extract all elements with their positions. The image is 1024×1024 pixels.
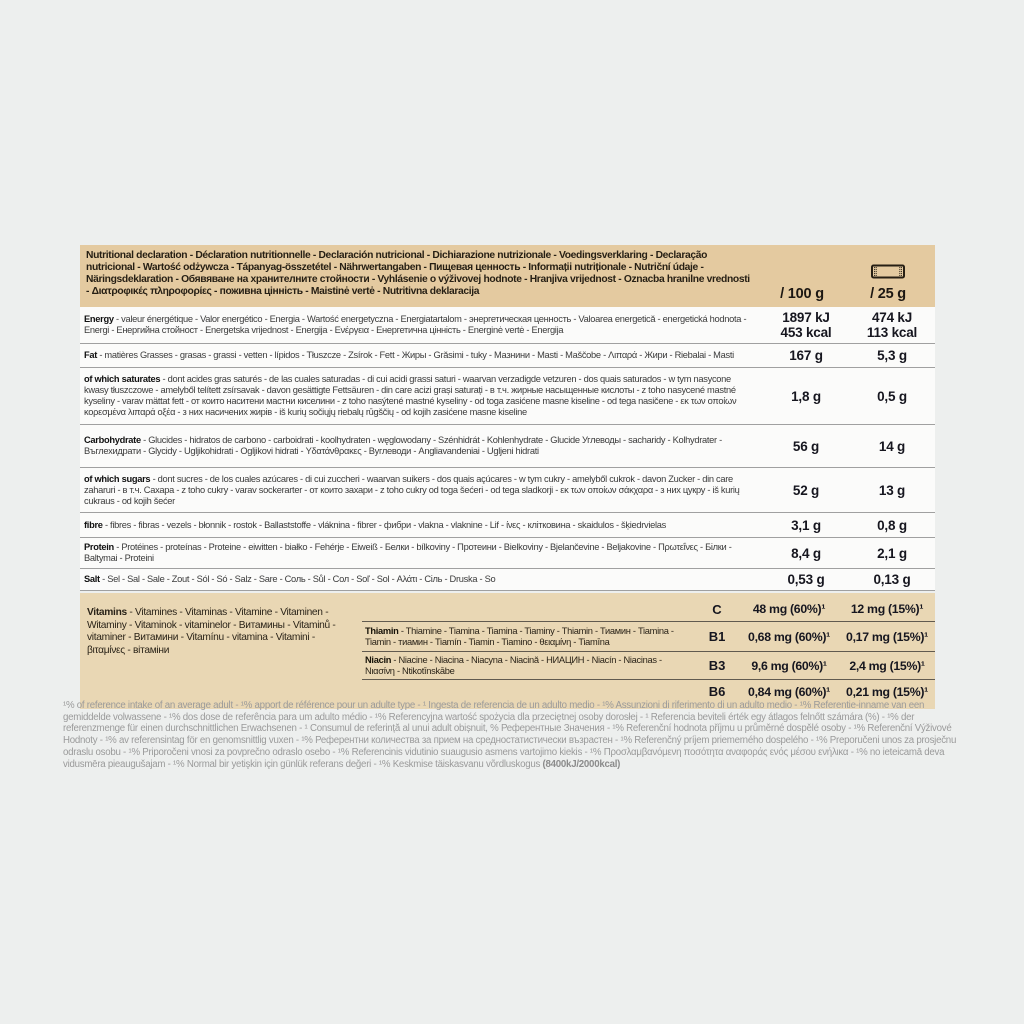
energy-per-100g: 1897 kJ 453 kcal bbox=[780, 310, 832, 340]
vitamins-section bbox=[80, 593, 935, 709]
vitamin-b3-per-100g: 9,6 mg (60%)¹ bbox=[751, 658, 827, 673]
vitamins-label: Vitamins - Vitamines - Vitaminas - Vitamine - Vitaminen - Witaminy - Vitaminok - vitaminelor - Витамины - Vitaminů - vitaminer - Витамини - Vitamínu - vitamina - Vitamini - βιταμίνες - вітаміни bbox=[87, 607, 336, 656]
vitamin-b6-label bbox=[362, 690, 695, 694]
carbohydrate-label: Carbohydrate - Glucides - hidratos de carbono - carboidrati - koolhydraten - węglowodany - Szénhidrát - Kohlenhydrate - Glucide Углеводы - sacharidy - Kolhydrater - Въглехидрати - Glycidy - Ugljikohidrati - Ogljikovi hidrati - Υδατάνθρακες - Вуглеводи - Angliavandeniai - Ugljeni hidrati bbox=[84, 435, 722, 456]
nutrient-rows bbox=[80, 307, 935, 591]
energy-bar-icon bbox=[868, 264, 908, 279]
vitamin-b3-per-25g: 2,4 mg (15%)¹ bbox=[849, 658, 925, 673]
footnote-text: ¹% of reference intake of an average adult - ¹% apport de référence pour un adulte type - ¹ Ingesta de referencia de un adulto medio - ¹% Assunzioni di riferimento di un adulto medio - ¹% Referentie-inname van een gemiddelde volwassene - ¹% dos dose de referência para um adulto médio - ¹% Referencyjna wartość spożycia dla przeciętnej osoby dorosłej - ¹ Referencia beviteli érték egy átlagos felnőtt számára (%) - ¹% der referenzmenge für einen durchschnittlichen Erwachsenen - ¹ Consumul de referință al unui adult obișnuit, % Референтные Значения - ¹% Referenční hodnota příjmu u průměrné dospělé osoby - ¹% Referenční Výživové Hodnoty - ¹% av referensintag för en genomsnittlig vuxen - ¹% Референтни количества за прием на средностатистически възрастен - ¹% Referenčný príjem priemerného dospelého - ¹% Preporučeni unos za prosječnu odraslu osobu - ¹% Priporočeni vnosi za povprečno odraslo osebo - ¹% Referencinis vidutinio suaugusio asmens vartojimo kiekis - ¹% Προσλαμβανόμενη ποσότητα αναφοράς ενός μέσου ενήλικα - ¹% no ieteicamā deva vidusmēra pieaugušajam - ¹% Normal bir yetişkin için günlük referans değeri - ¹% Keskmise täiskasvanu võrdluskogus bbox=[63, 700, 957, 770]
thiamin-label: Thiamin - Thiamine - Tiamina - Tiamina - Tiaminy - Thiamin - Тиамин - Tiamina - Tiamin - тиамин - Tiamín - Tiamin - Tiamino - θειαμίνη - Tiamīna bbox=[365, 625, 674, 647]
vitamin-b6-per-25g: 0,21 mg (15%)¹ bbox=[846, 684, 928, 699]
table-row-carbohydrate bbox=[80, 425, 935, 468]
nutrition-label bbox=[80, 245, 935, 709]
per-25g-label: / 25 g bbox=[870, 286, 906, 302]
table-row-energy bbox=[80, 307, 935, 344]
salt-label: Salt - Sel - Sal - Sale - Zout - Sól - Só - Salz - Sare - Соль - Sůl - Сол - Soľ - Sol - Αλάτι - Сіль - Druska - So bbox=[84, 574, 496, 584]
protein-per-25g: 2,1 g bbox=[877, 545, 907, 561]
saturates-per-25g: 0,5 g bbox=[877, 388, 907, 404]
table-row-vitamin-b3 bbox=[362, 652, 935, 680]
footnote-energy-reference: (8400kJ/2000kcal) bbox=[542, 758, 621, 770]
nutrition-declaration-title: Nutritional declaration - Déclaration nutritionnelle - Declaración nutricional - Dichiarazione nutrizionale - Voedingsverklaring - Declaração nutricional - Wartość odżywcza - Tápanyag-összetétel - Nährwertangaben - Пищевая ценность - Informații nutriționale - Nutriční údaje - Näringsdeklaration - Обявяване на хранителните стойности - Vyhlásenie o výživovej hodnote - Hranjiva vrijednost - Oznacba hranilne vrednosti - Διατροφικές πληροφορίες - поживна цінність - Maistinė vertė - Nutritivna deklaracija bbox=[86, 250, 750, 297]
salt-per-100g: 0,53 g bbox=[787, 572, 825, 587]
protein-label: Protein - Protéines - proteínas - Proteine - eiwitten - białko - Fehérje - Eiweiß - Белки - bílkoviny - Протеини - Bielkoviny - Bjelančevine - Beljakovine - Πρωτεΐνες - Білки - Baltymai - Proteini bbox=[84, 542, 732, 563]
per-100g-column-header bbox=[759, 250, 845, 303]
vitamin-c-label bbox=[362, 607, 695, 611]
sugars-label: of which sugars - dont sucres - de los cuales azúcares - di cui zuccheri - waarvan suikers - dos quais açúcares - w tym cukry - amelyből cukrok - davon Zucker - din care zaharuri - в т.ч. Сахара - z toho cukry - varav sockerarter - от които захари - z toho cukry od toga šećeri - od tega sladkorji - εκ των οποίων σάκχαρα - з них цукру - iš kurių cukraus - od kojih šećer bbox=[84, 473, 740, 506]
vitamin-c-per-25g: 12 mg (15%)¹ bbox=[850, 602, 924, 616]
table-row-fibre bbox=[80, 513, 935, 538]
table-row-protein bbox=[80, 538, 935, 569]
protein-per-100g: 8,4 g bbox=[791, 545, 821, 561]
vitamin-c-code: C bbox=[712, 601, 722, 617]
saturates-label: of which saturates - dont acides gras saturés - de las cuales saturadas - di cui acidi grassi saturi - waarvan verzadigde vetzuren - dos quais saturados - w tym nasycone kwasy tłuszczowe - amelyből telített zsírsavak - davon gesättigte Fettsäuren - din care acizi grași saturați - в т.ч. жирные насыщенные кислоты - z toho nasycené mastné kyseliny - varav mättat fett - от които наситени мастни киселини - z toho nasýtené mastné kyseliny - od toga zasićene masne kiseline - od tega nasičene - εκ των οποίων κορεσμένα λιπαρά οξέα - з них насичених жирів - iš kurių sočiųjų riebalų rūgščių - od kojih zasićene masne kiseline bbox=[84, 374, 737, 417]
reference-intake-footnote bbox=[63, 700, 964, 770]
saturates-per-100g: 1,8 g bbox=[791, 388, 821, 404]
vitamin-b3-code: B3 bbox=[708, 658, 726, 673]
salt-per-25g: 0,13 g bbox=[873, 572, 911, 587]
vitamin-c-per-100g: 48 mg (60%)¹ bbox=[752, 602, 826, 616]
vitamin-b1-code: B1 bbox=[708, 629, 726, 644]
fibre-per-100g: 3,1 g bbox=[791, 517, 821, 533]
niacin-label: Niacin - Niacine - Niacina - Niacyna - Niacină - НИАЦИН - Niacín - Niacinas - Νιασίνη - Ntikotīnskābe bbox=[365, 654, 662, 676]
vitamin-b1-per-25g: 0,17 mg (15%)¹ bbox=[846, 629, 928, 644]
table-row-fat bbox=[80, 344, 935, 368]
fat-label: Fat - matières Grasses - grasas - grassi - vetten - lípidos - Tłuszcze - Zsírok - Fett - Жиры - Grăsimi - tuky - Мазнини - Masti - Maščobe - Λιπαρά - Жири - Riebalai - Masti bbox=[84, 350, 734, 360]
vitamins-table bbox=[362, 597, 935, 703]
per-100g-label: / 100 g bbox=[780, 286, 824, 302]
carbohydrate-per-25g: 14 g bbox=[878, 438, 906, 454]
fat-per-25g: 5,3 g bbox=[877, 348, 907, 363]
energy-label: Energy - valeur énergétique - Valor energético - Energia - Wartość energetyczna - Energiatartalom - энергетическая ценность - Valoarea energetică - energetická hodnota - Energi - Енергийна стойност - Energetska vrijednost - Energija - Ενέργεια - Енергетична цінність - Energinė vertė - Energija bbox=[84, 314, 747, 335]
vitamin-b1-per-100g: 0,68 mg (60%)¹ bbox=[748, 629, 830, 644]
sugars-per-25g: 13 g bbox=[878, 482, 906, 498]
fat-per-100g: 167 g bbox=[789, 348, 823, 363]
table-row-salt bbox=[80, 569, 935, 591]
table-row-saturates bbox=[80, 368, 935, 425]
sugars-per-100g: 52 g bbox=[792, 482, 820, 498]
per-25g-column-header bbox=[845, 250, 931, 303]
fibre-per-25g: 0,8 g bbox=[877, 517, 907, 533]
header-band bbox=[80, 245, 935, 307]
vitamin-b6-code: B6 bbox=[708, 684, 726, 699]
carbohydrate-per-100g: 56 g bbox=[792, 438, 820, 454]
table-row-vitamin-b1 bbox=[362, 622, 935, 652]
energy-per-25g: 474 kJ 113 kcal bbox=[866, 310, 918, 340]
table-row-vitamin-c bbox=[362, 597, 935, 622]
vitamin-b6-per-100g: 0,84 mg (60%)¹ bbox=[748, 684, 830, 699]
fibre-label: fibre - fibres - fibras - vezels - błonnik - rostok - Ballaststoffe - vláknina - fibrer - фибри - vlakna - vlaknine - Lif - ίνες - клітковина - skaidulos - šķiedrvielas bbox=[84, 519, 667, 530]
table-row-sugars bbox=[80, 468, 935, 513]
